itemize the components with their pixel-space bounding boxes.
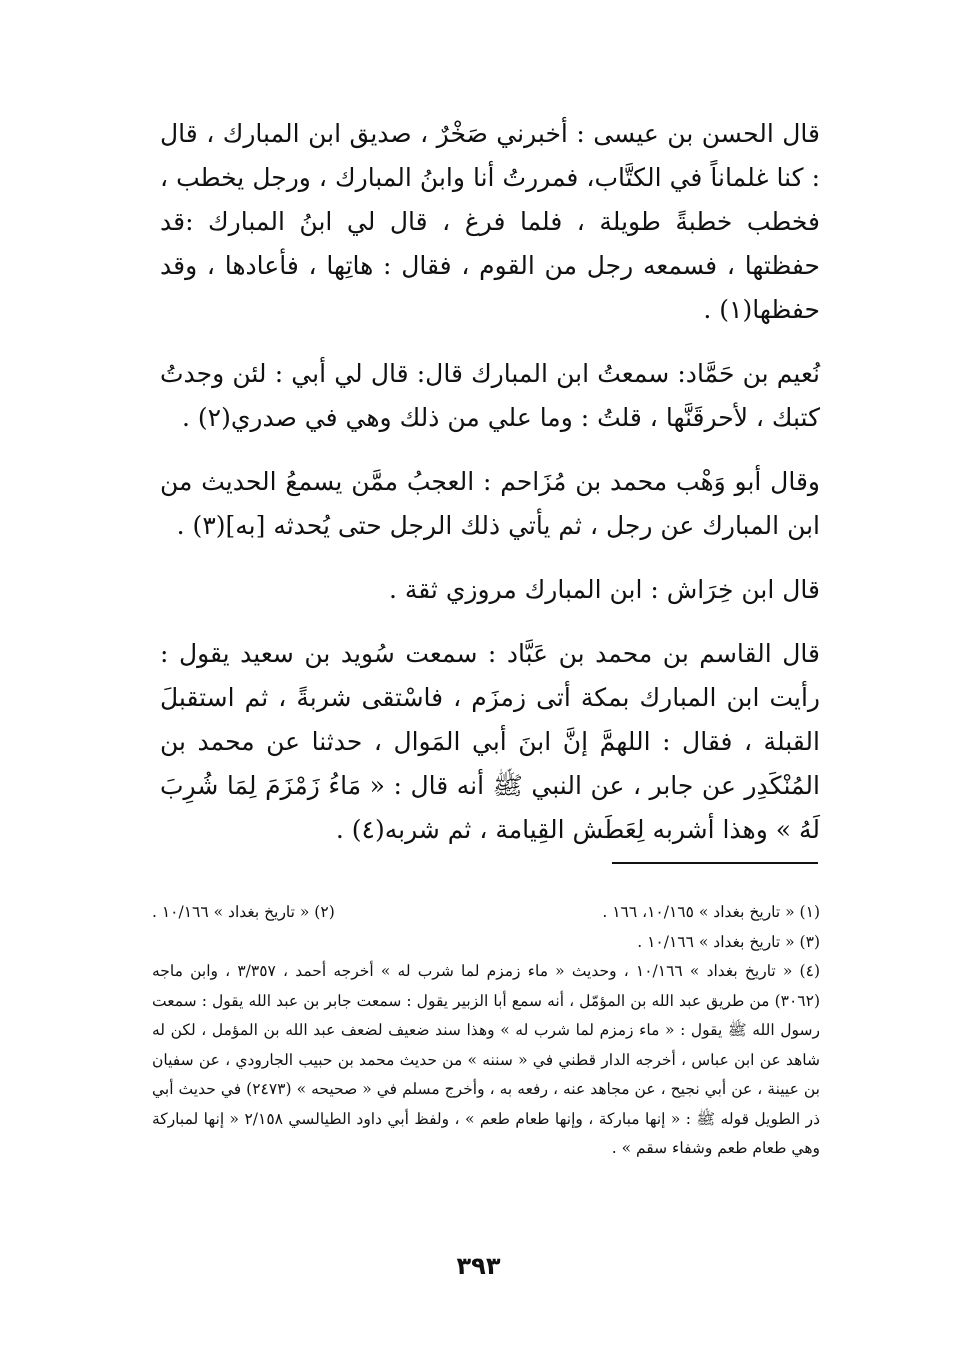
footnote-4: (٤) « تاريخ بغداد » ١٠/١٦٦ ، وحديث « ماء زمزم لما شرب له » أخرجه أحمد ، ٣/٣٥٧ ، وابن ماجه (٣٠٦٢) من طريق عبد الله بن المؤمّل ، أنه سمع أبا الزبير يقول : سمعت جابر بن عبد الله يقول : سمعت رسول الله ﷺ يقول : « ماء زمزم لما شرب له » وهذا سند ضعيف لضعف عبد الله بن المؤمل ، لكن له شاهد عن ابن عباس ، أخرجه الدار قطني في « سننه » من حديث محمد بن حبيب الجارودي ، عن سفيان بن عيينة ، عن أبي نجيح ، عن مجاهد عنه ، رفعه به ، وأخرج مسلم في « صحيحه » (٢٤٧٣) في حديث أبي ذر الطويل قوله ﷺ : « إنها مباركة ، وإنها طعام طعم » ، ولفظ أبي داود الطيالسي ٢/١٥٨ « إنها لمباركة وهي طعام طعم وشفاء سقم » . <box>152 962 820 1157</box>
page-number: ٣٩٣ <box>456 1252 501 1280</box>
footnote-row-1 <box>152 898 820 928</box>
paragraph-3: وقال أبو وَهْب محمد بن مُزَاحم : العجبُ ممَّن يسمعُ الحديث من ابن المبارك عن رجل ، ثم يأتي ذلك الرجل حتى يُحدثه [به](٣) . <box>160 467 820 540</box>
paragraph-4: قال ابن خِرَاش : ابن المبارك مروزي ثقة . <box>388 575 820 604</box>
footnote-1: (١) « تاريخ بغداد » ١٠/١٦٥، ١٦٦ . <box>602 903 820 921</box>
paragraph-1: قال الحسن بن عيسى : أخبرني صَخْرٌ ، صديق ابن المبارك ، قال : كنا غلماناً في الكتَّاب، فمررتُ أنا وابنُ المبارك ، ورجل يخطب ، فخطب خطبةً طويلة ، فلما فرغ ، قال لي ابنُ المبارك :قد حفظتها ، فسمعه رجل من القوم ، فقال : هاتِها ، فأعادها ، وقد حفظها(١) . <box>160 119 820 324</box>
footnotes <box>152 898 820 1164</box>
paragraph-2: نُعيم بن حَمَّاد: سمعتُ ابن المبارك قال: قال لي أبي : لئن وجدتُ كتبك ، لأحرقَنَّها ، قلتُ : وما علي من ذلك وهي في صدري(٢) . <box>160 359 820 432</box>
footnote-separator <box>612 862 818 864</box>
paragraph-5: قال القاسم بن محمد بن عَبَّاد : سمعت سُويد بن سعيد يقول : رأيت ابن المبارك بمكة أتى زمزَم ، فاسْتقى شربةً ، ثم استقبلَ القبلة ، فقال : اللهمَّ إنَّ ابنَ أبي المَوال ، حدثنا عن محمد بن المُنْكَدِر عن جابر ، عن النبي ﷺ أنه قال : « مَاءُ زَمْزَمَ لِمَا شُرِبَ لَهُ » وهذا أشربه لِعَطَش القِيامة ، ثم شربه(٤) . <box>160 639 820 844</box>
footnote-2: (٢) « تاريخ بغداد » ١٠/١٦٦ . <box>152 903 335 921</box>
footnote-3: (٣) « تاريخ بغداد » ١٠/١٦٦ . <box>637 932 820 951</box>
main-text <box>160 112 820 872</box>
